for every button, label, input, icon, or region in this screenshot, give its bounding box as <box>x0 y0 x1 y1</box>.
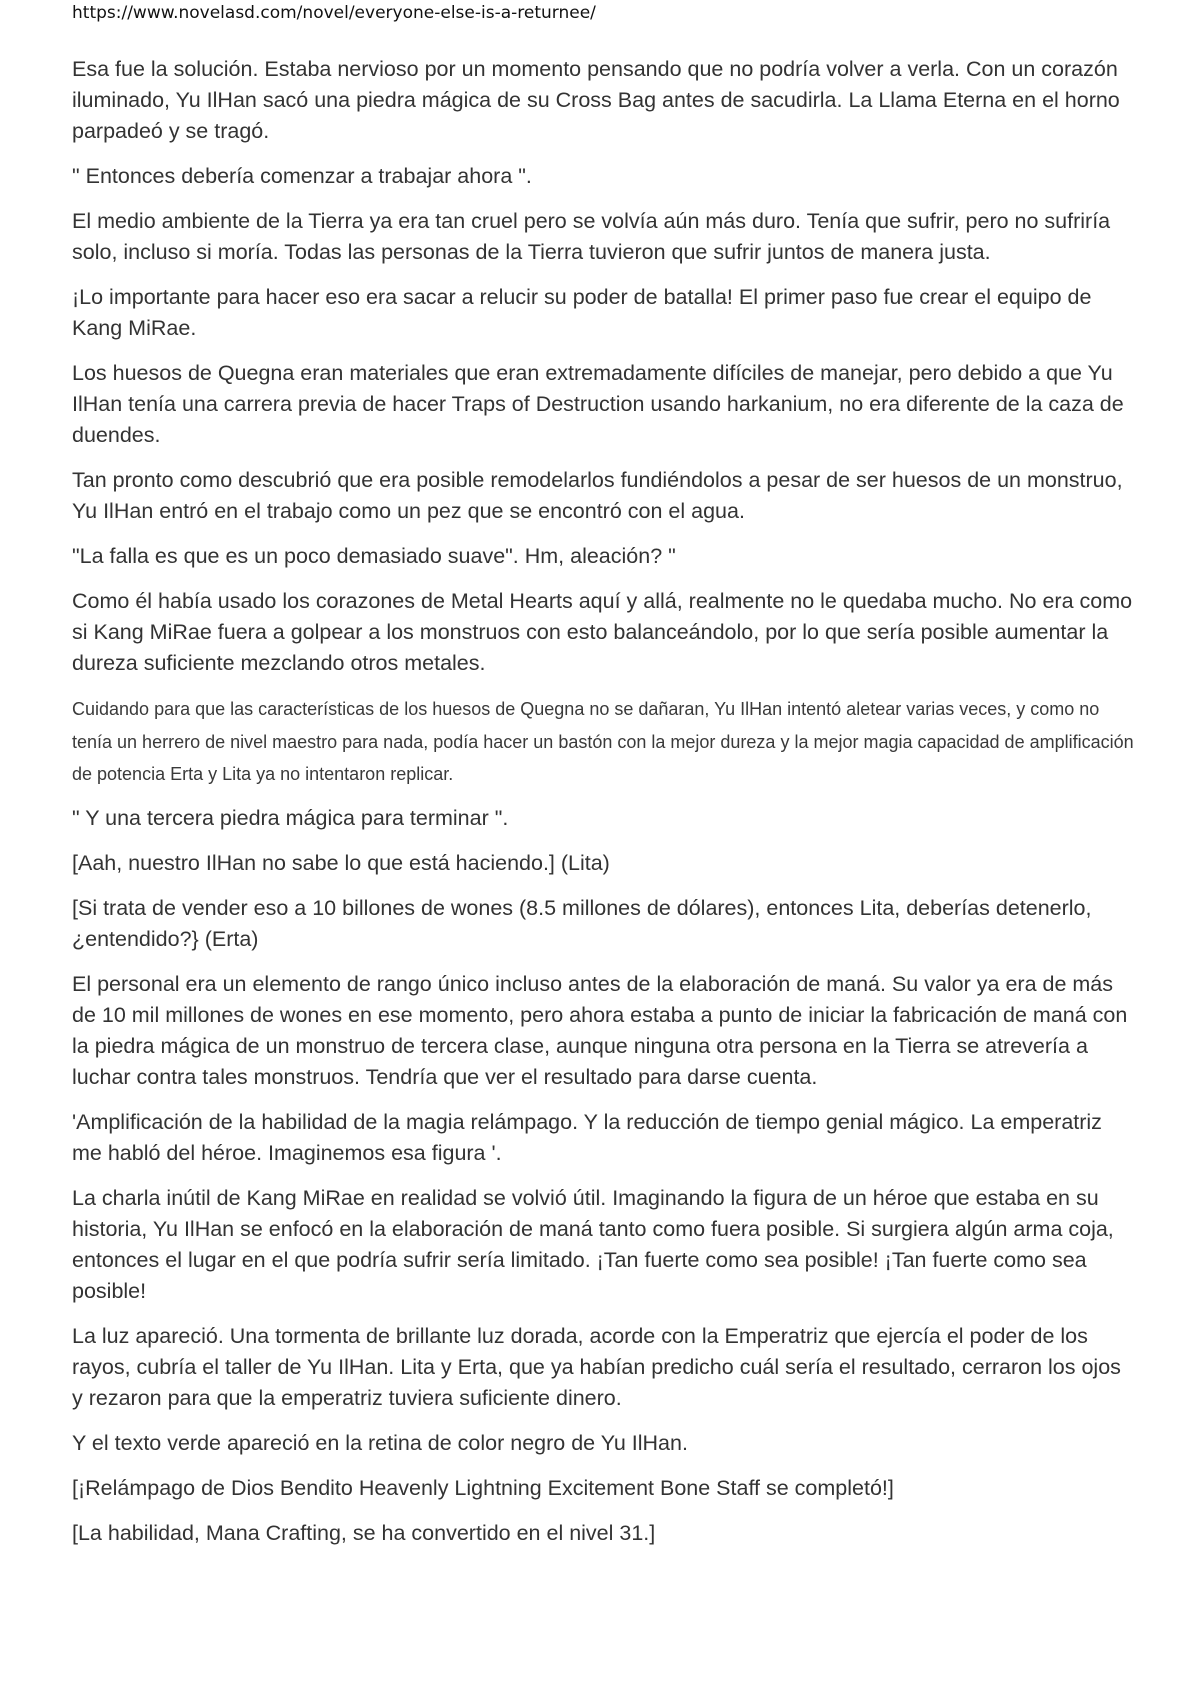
paragraph: El medio ambiente de la Tierra ya era tan cruel pero se volvía aún más duro. Tenía que sufrir, pero no sufriría solo, incluso si moría. Todas las personas de la Tierra tuvieron que sufrir juntos de manera justa. <box>72 209 1111 264</box>
paragraph: ¡Lo importante para hacer eso era sacar a relucir su poder de batalla! El primer paso fue crear el equipo de Kang MiRae. <box>72 285 1092 340</box>
paragraph: La charla inútil de Kang MiRae en realidad se volvió útil. Imaginando la figura de un héroe que estaba en su historia, Yu IlHan se enfocó en la elaboración de maná tanto como fuera posible. Si surgiera algún arma coja, entonces el lugar en el que podría sufrir sería limitado. ¡Tan fuerte como sea posible! ¡Tan fuerte como sea posible! <box>72 1185 1114 1303</box>
paragraph: Los huesos de Quegna eran materiales que eran extremadamente difíciles de manejar, pero debido a que Yu IlHan tenía una carrera previa de hacer Traps of Destruction usando harkanium, no era diferente de la caza de duendes. <box>72 361 1124 447</box>
paragraph: La luz apareció. Una tormenta de brillante luz dorada, acorde con la Emperatriz que ejercía el poder de los rayos, cubría el taller de Yu IlHan. Lita y Erta, que ya habían predicho cuál sería el resultado, cerraron los ojos y rezaron para que la emperatriz tuviera suficiente dinero. <box>72 1323 1121 1410</box>
paragraph: [Si trata de vender eso a 10 billones de wones (8.5 millones de dólares), entonces Lita, deberías detenerlo, ¿entendido?} (Erta) <box>72 895 1092 951</box>
paragraph: Como él había usado los corazones de Metal Hearts aquí y allá, realmente no le quedaba mucho. No era como si Kang MiRae fuera a golpear a los monstruos con esto balanceándolo, por lo que sería posible aumentar la dureza suficiente mezclando otros metales. <box>72 589 1133 675</box>
page-url: https://www.novelasd.com/novel/everyone-else-is-a-returnee/ <box>72 3 596 23</box>
paragraph: Tan pronto como descubrió que era posible remodelarlos fundiéndolos a pesar de ser huesos de un monstruo, Yu IlHan entró en el trabajo como un pez que se encontró con el agua. <box>72 468 1123 523</box>
paragraph: [¡Relámpago de Dios Bendito Heavenly Lightning Excitement Bone Staff se completó!] <box>72 1475 894 1500</box>
paragraph: Esa fue la solución. Estaba nervioso por un momento pensando que no podría volver a verla. Con un corazón iluminado, Yu IlHan sacó una piedra mágica de su Cross Bag antes de sacudirla. La Llama Eterna en el horno parpadeó y se tragó. <box>72 57 1120 143</box>
paragraph: 'Amplificación de la habilidad de la magia relámpago. Y la reducción de tiempo genial mágico. La emperatriz me habló del héroe. Imaginemos esa figura '. <box>72 1109 1102 1165</box>
paragraph: Cuidando para que las características de los huesos de Quegna no se dañaran, Yu IlHan intentó aletear varias veces, y como no tenía un herrero de nivel maestro para nada, podía hacer un bastón con la mejor dureza y la mejor magia capacidad de amplificación de potencia Erta y Lita ya no intentaron replicar. <box>72 699 1134 784</box>
paragraph: [La habilidad, Mana Crafting, se ha convertido en el nivel 31.] <box>72 1520 656 1545</box>
paragraph: Y el texto verde apareció en la retina de color negro de Yu IlHan. <box>72 1430 688 1455</box>
paragraph: "La falla es que es un poco demasiado suave". Hm, aleación? " <box>72 544 676 568</box>
paragraph: El personal era un elemento de rango único incluso antes de la elaboración de maná. Su valor ya era de más de 10 mil millones de wones en ese momento, pero ahora estaba a punto de iniciar la fabricación de maná con la piedra mágica de un monstruo de tercera clase, aunque ninguna otra persona en la Tierra se atrevería a luchar contra tales monstruos. Tendría que ver el resultado para darse cuenta. <box>72 971 1128 1089</box>
document-body <box>72 54 1134 1563</box>
paragraph: " Y una tercera piedra mágica para terminar ". <box>72 805 509 830</box>
paragraph: [Aah, nuestro IlHan no sabe lo que está haciendo.] (Lita) <box>72 850 610 875</box>
paragraph: " Entonces debería comenzar a trabajar ahora ". <box>72 164 532 188</box>
